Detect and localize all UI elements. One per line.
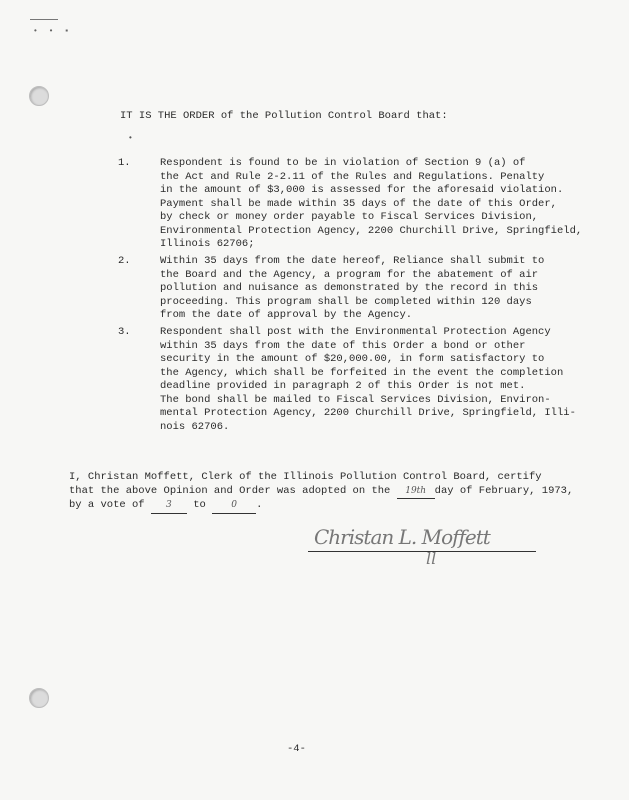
item-line: from the date of approval by the Agency. (160, 309, 413, 321)
item-text (160, 157, 582, 252)
item-line: the Act and Rule 2-2.11 of the Rules and Regulations. Penalty (160, 170, 545, 183)
item-number: 2. (118, 255, 131, 267)
cert-line-2-end: day of February, 1973, (434, 484, 574, 497)
corner-mark: • • ▪ (33, 27, 73, 36)
cert-line-2-start: that the above Opinion and Order was adopted on the (69, 484, 397, 497)
adoption-day-field: 19th (397, 485, 435, 500)
signature-line (308, 551, 536, 552)
item-line: by check or money order payable to Fiscal Services Division, (160, 211, 539, 223)
corner-rule (30, 19, 58, 20)
item-line: deadline provided in paragraph 2 of this Order is not met. (160, 380, 526, 392)
item-number: 3. (118, 326, 131, 338)
vote-against-field: 0 (212, 499, 256, 514)
vote-to-text: to (186, 499, 213, 511)
item-line: The bond shall be mailed to Fiscal Services Division, Environ- (160, 393, 551, 406)
signature-block (308, 523, 540, 583)
item-line: Within 35 days from the date hereof, Reliance shall submit to (160, 255, 545, 267)
vote-for-field: 3 (151, 499, 187, 514)
clerk-signature: Christan L. Moffett (314, 525, 490, 549)
item-line: Respondent shall post with the Environmental Protection Agency (160, 326, 551, 338)
cert-line-3-start: by a vote of (69, 499, 151, 511)
cert-line-3-end: . (256, 499, 263, 511)
item-line: the Board and the Agency, a program for the abatement of air (160, 268, 539, 281)
clerk-certification (69, 471, 573, 514)
item-line: security in the amount of $20,000.00, in form satisfactory to (160, 353, 545, 365)
item-line: proceeding. This program shall be completed within 120 days (160, 295, 532, 308)
item-text (160, 255, 544, 323)
item-number: 1. (118, 157, 131, 169)
order-heading: IT IS THE ORDER of the Pollution Control Board that: (120, 110, 448, 122)
item-line: within 35 days from the date of this Order a bond or other (160, 339, 526, 352)
item-line: Environmental Protection Agency, 2200 Churchill Drive, Springfield, (160, 224, 583, 237)
punch-hole-bottom (29, 688, 49, 708)
item-text (160, 326, 576, 434)
signature-initials: ll (426, 549, 437, 568)
cert-line-1: I, Christan Moffett, Clerk of the Illinois Pollution Control Board, certify (69, 471, 542, 483)
item-line: the Agency, which shall be forfeited in the event the completion (160, 366, 564, 379)
stray-dot: • (128, 134, 133, 143)
cert-line-3 (69, 499, 573, 514)
page-number: -4- (287, 743, 306, 755)
item-line: nois 62706. (160, 420, 230, 433)
item-line: Illinois 62706; (160, 238, 255, 250)
punch-hole-top (29, 86, 49, 106)
item-line: mental Protection Agency, 2200 Churchill Drive, Springfield, Illi- (160, 407, 576, 419)
cert-line-2 (69, 485, 573, 500)
item-line: Respondent is found to be in violation of Section 9 (a) of (160, 157, 526, 169)
item-line: in the amount of $3,000 is assessed for the aforesaid violation. (160, 184, 564, 196)
item-line: Payment shall be made within 35 days of the date of this Order, (160, 197, 557, 210)
item-line: pollution and nuisance as demonstrated by the record in this (160, 282, 539, 294)
